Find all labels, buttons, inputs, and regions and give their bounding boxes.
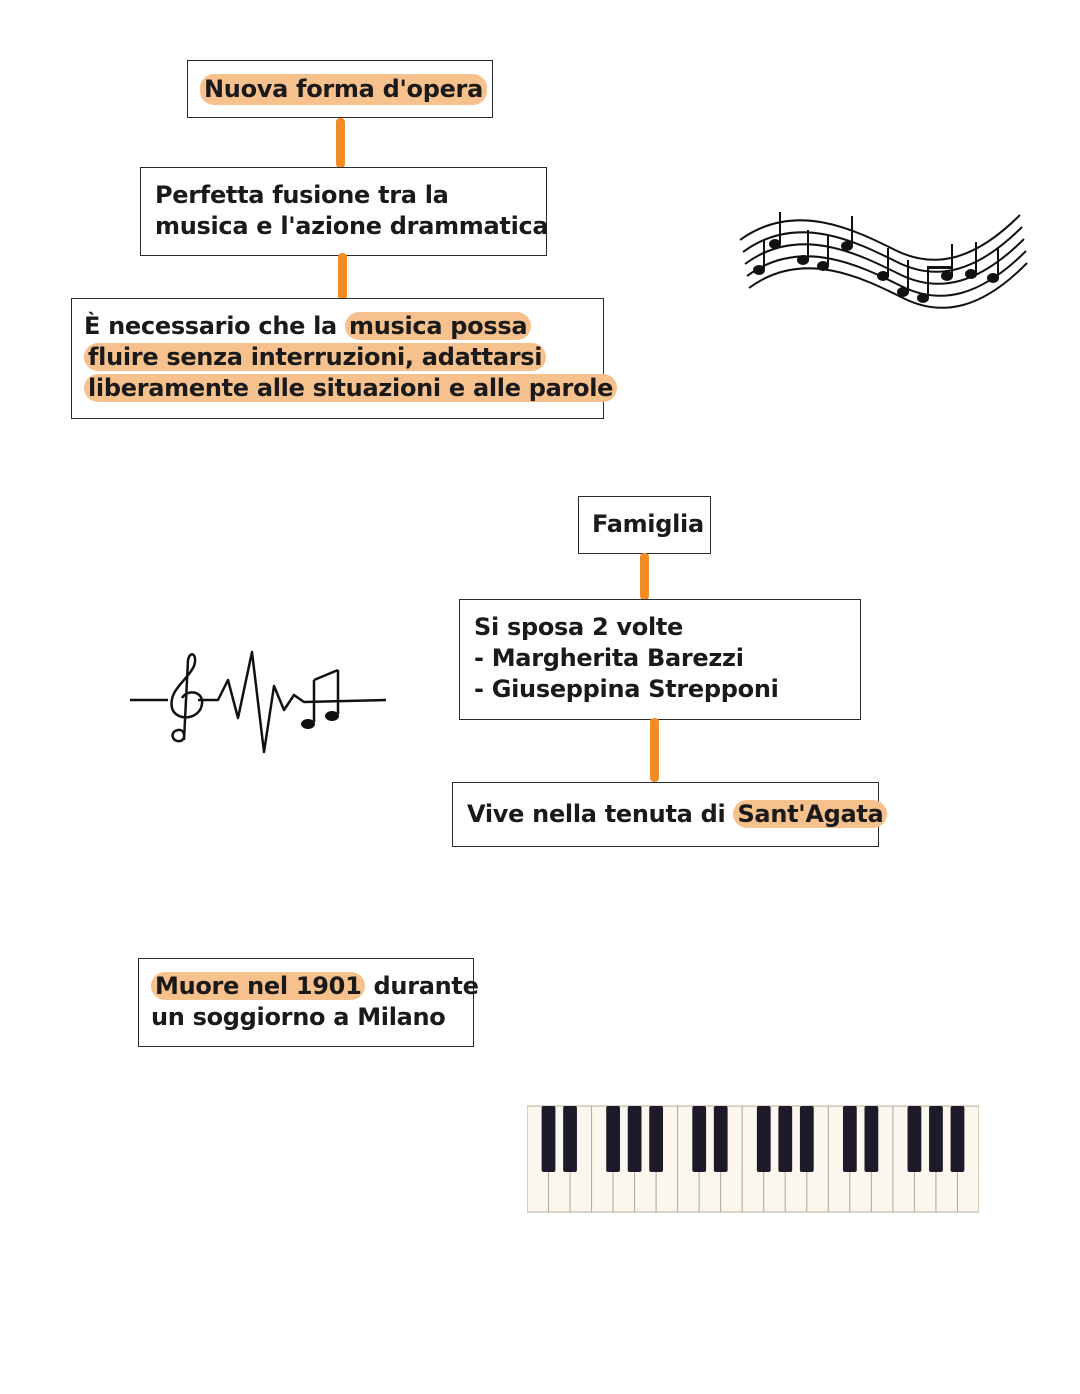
text-line: - Giuseppina Strepponi xyxy=(474,675,779,703)
piano-black-key xyxy=(649,1106,663,1172)
treble-clef-heartbeat-icon xyxy=(128,640,388,760)
text-line: Perfetta fusione tra la xyxy=(155,181,449,209)
text-line: musica e l'azione drammatica xyxy=(155,212,549,240)
piano-black-key xyxy=(757,1106,771,1172)
highlight-text: Muore nel 1901 xyxy=(151,972,365,1000)
text-line xyxy=(84,342,603,373)
box-perfetta-fusione xyxy=(140,167,547,256)
music-staff-wave-icon xyxy=(735,190,1030,330)
piano-black-key xyxy=(542,1106,556,1172)
box-muore xyxy=(138,958,479,1047)
text-line: - Margherita Barezzi xyxy=(474,644,744,672)
connector xyxy=(338,253,347,300)
text-line xyxy=(84,373,614,404)
box-nuova-forma xyxy=(187,60,493,118)
piano-black-key xyxy=(800,1106,814,1172)
text-segment: Vive nella tenuta di xyxy=(467,800,734,828)
piano-black-key xyxy=(778,1106,792,1172)
text-line: Si sposa 2 volte xyxy=(474,613,684,641)
text-line: Famiglia xyxy=(592,510,704,538)
piano-black-key xyxy=(563,1106,577,1172)
piano-black-key xyxy=(929,1106,943,1172)
highlight-text: Nuova forma d'opera xyxy=(200,74,487,105)
piano-black-key xyxy=(714,1106,728,1172)
text-line: un soggiorno a Milano xyxy=(151,1003,446,1031)
piano-black-key xyxy=(606,1106,620,1172)
connector xyxy=(336,118,345,168)
piano-black-key xyxy=(628,1106,642,1172)
box-famiglia xyxy=(578,496,711,554)
highlight-text: fluire senza interruzioni, adattarsi xyxy=(84,343,546,371)
connector xyxy=(650,718,659,782)
highlight-text: liberamente alle situazioni e alle parole xyxy=(84,374,617,402)
box-si-sposa xyxy=(459,599,861,720)
text-line xyxy=(467,799,884,830)
text-segment: È necessario che la xyxy=(84,312,346,340)
text-line xyxy=(84,311,603,342)
connector xyxy=(640,553,649,600)
box-necessario xyxy=(71,298,614,419)
highlight-text: Sant'Agata xyxy=(733,800,887,828)
piano-black-key xyxy=(864,1106,878,1172)
piano-black-key xyxy=(908,1106,922,1172)
piano-black-key xyxy=(951,1106,965,1172)
piano-black-key xyxy=(843,1106,857,1172)
text-line xyxy=(151,971,479,1002)
highlight-text: musica possa xyxy=(345,312,531,340)
box-vive-nella xyxy=(452,782,884,847)
piano-keyboard-icon xyxy=(527,1102,979,1214)
piano-black-key xyxy=(692,1106,706,1172)
text-segment: durante xyxy=(365,972,479,1000)
